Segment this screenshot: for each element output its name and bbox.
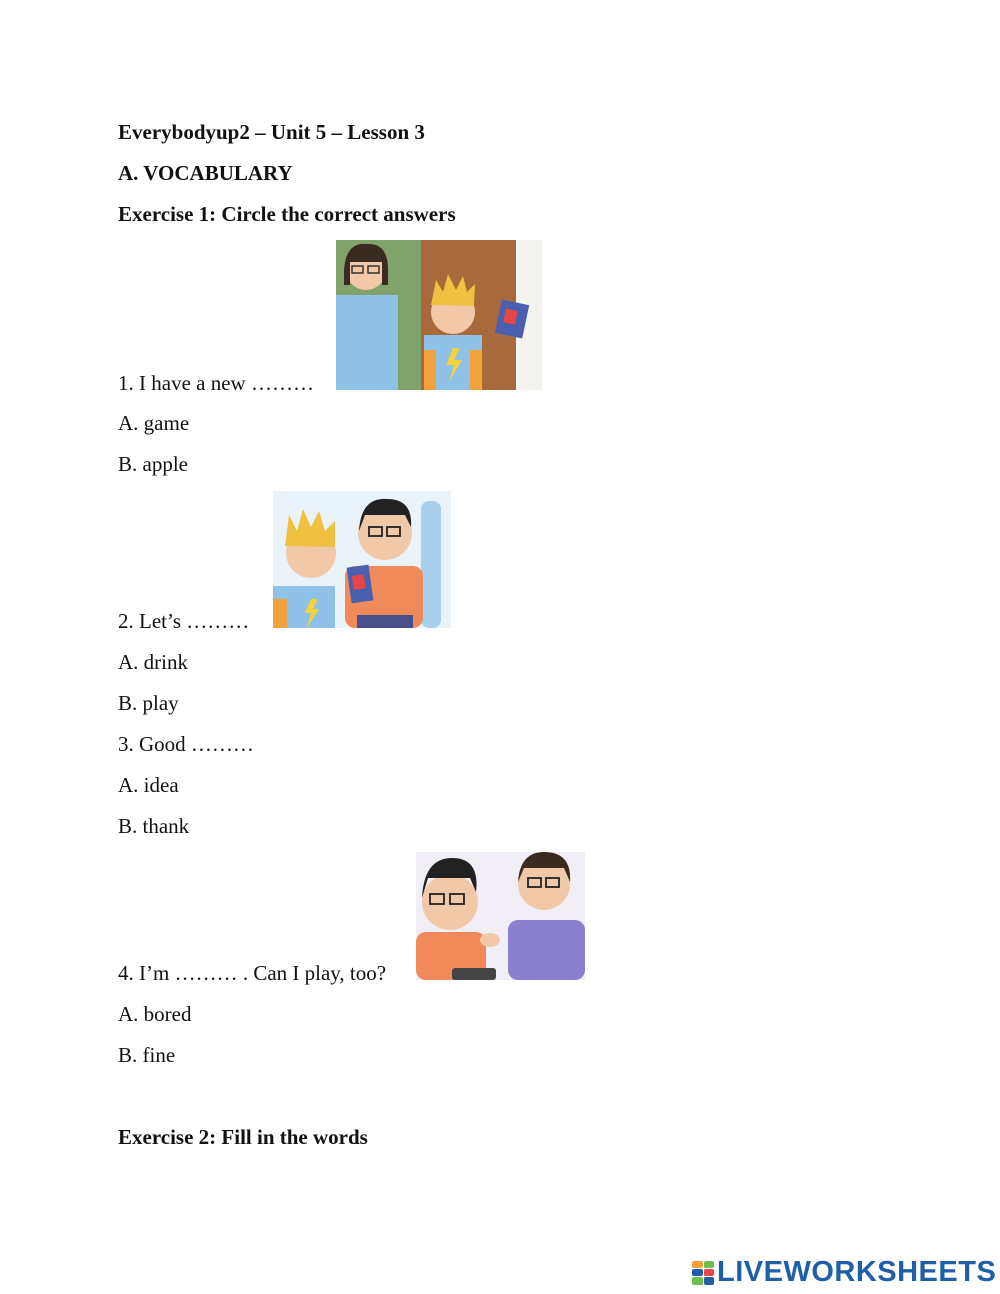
- question-3: 3. Good ………: [118, 732, 254, 756]
- q3-option-b[interactable]: B. thank: [118, 814, 190, 838]
- exercise1-heading: Exercise 1: Circle the correct answers: [118, 202, 456, 226]
- q1-option-b[interactable]: B. apple: [118, 452, 188, 476]
- q1-option-a[interactable]: A. game: [118, 411, 190, 435]
- q2-option-a[interactable]: A. drink: [118, 650, 188, 674]
- section-heading: A. VOCABULARY: [118, 161, 293, 185]
- question-1: 1. I have a new ………: [118, 371, 314, 395]
- exercise2-heading: Exercise 2: Fill in the words: [118, 1125, 368, 1149]
- question-2: 2. Let’s ………: [118, 609, 250, 633]
- liveworksheets-logo: [692, 1256, 996, 1289]
- picture-boys-with-game: [273, 491, 451, 628]
- logo-text: LIVEWORKSHEETS: [717, 1256, 997, 1288]
- picture-boys-talking: [416, 852, 585, 980]
- logo-mark-icon: [692, 1261, 714, 1285]
- question-4: 4. I’m ……… . Can I play, too?: [118, 961, 387, 985]
- picture-mom-and-boy: [336, 240, 542, 390]
- q2-option-b[interactable]: B. play: [118, 691, 179, 715]
- q4-option-a[interactable]: A. bored: [118, 1002, 192, 1026]
- q3-option-a[interactable]: A. idea: [118, 773, 179, 797]
- worksheet-title: Everybodyup2 – Unit 5 – Lesson 3: [118, 120, 425, 144]
- q4-option-b[interactable]: B. fine: [118, 1043, 176, 1067]
